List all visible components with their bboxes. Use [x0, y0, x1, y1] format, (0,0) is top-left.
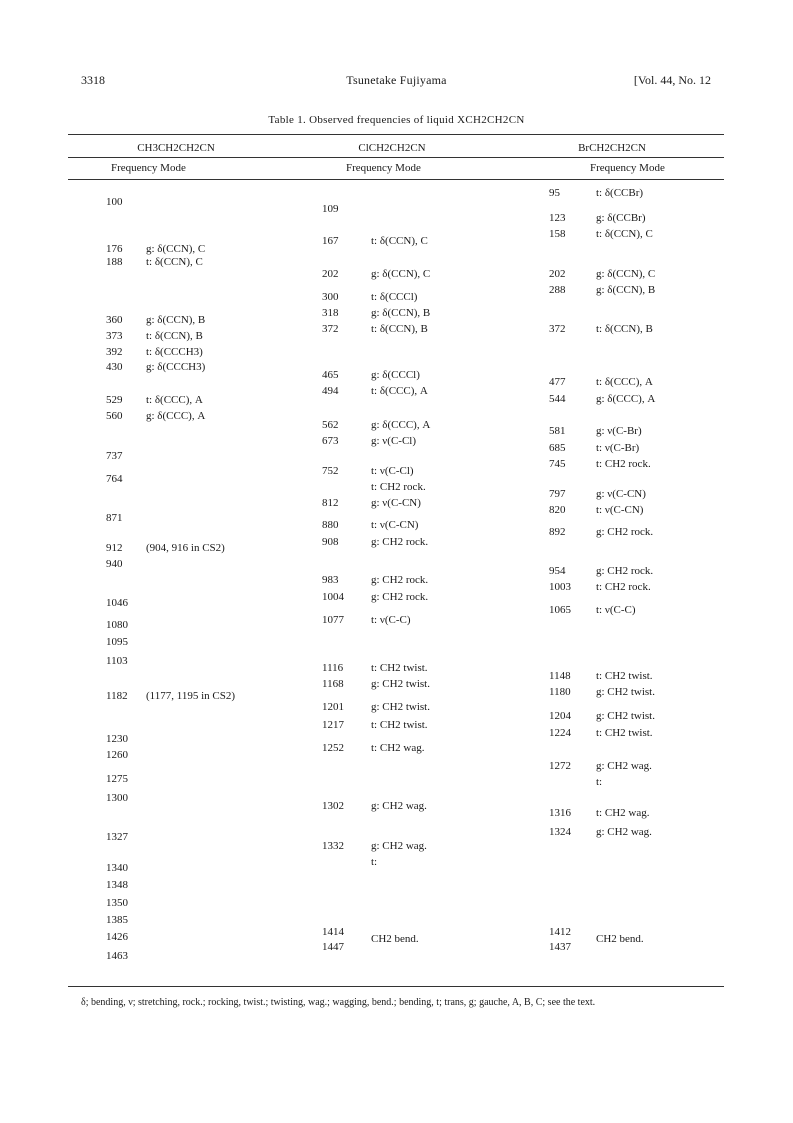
frequency-value: 373	[106, 330, 123, 342]
frequency-value: 202	[322, 268, 339, 280]
mode-assignment: t: CH2 wag.	[371, 742, 425, 754]
mode-assignment: t: δ(CCBr)	[596, 187, 644, 199]
frequency-value: 1004	[322, 591, 344, 603]
mode-assignment: g: ν(C-Br)	[596, 425, 642, 437]
mode-assignment: t: δ(CCC), A	[146, 394, 203, 406]
mode-assignment: g: δ(CCBr)	[596, 212, 646, 224]
mode-assignment: t: CH2 wag.	[596, 807, 650, 819]
frequency-value: 544	[549, 393, 566, 405]
frequency-value: 1077	[322, 614, 344, 626]
mode-assignment: g: CH2 rock.	[371, 591, 429, 603]
mode-assignment: g: CH2 rock.	[596, 565, 654, 577]
running-head-author: Tsunetake Fujiyama	[346, 73, 447, 87]
frequency-value: 494	[322, 385, 339, 397]
mode-assignment: t: CH2 rock.	[596, 458, 651, 470]
mode-assignment: t: δ(CCN), B	[371, 323, 428, 335]
table-caption: Table 1. Observed frequencies of liquid XCH2CH2CN	[268, 114, 525, 126]
frequency-value: 871	[106, 512, 123, 524]
mode-assignment: g: δ(CCN), B	[146, 314, 206, 326]
frequency-value: 477	[549, 376, 566, 388]
mode-assignment: g: δ(CCN), C	[371, 268, 431, 280]
frequency-value: 100	[106, 196, 123, 208]
mode-assignment: g: ν(C-Cl)	[371, 435, 416, 447]
frequency-value: 581	[549, 425, 566, 437]
frequency-value: 1414	[322, 926, 344, 938]
frequency-value: 1230	[106, 733, 128, 745]
mode-assignment: t: ν(C-Cl)	[371, 465, 414, 477]
mode-assignment: t: δ(CCC), A	[371, 385, 428, 397]
frequency-value: 1260	[106, 749, 128, 761]
subheading-col3: Frequency Mode	[590, 162, 665, 174]
frequency-value: 1116	[322, 662, 344, 674]
mode-assignment: g: CH2 twist.	[371, 701, 430, 713]
mode-assignment: g: CH2 wag.	[596, 826, 652, 838]
mode-assignment: g: CH2 rock.	[371, 536, 429, 548]
frequency-value: 562	[322, 419, 339, 431]
mode-assignment: g: CH2 wag.	[596, 760, 652, 772]
frequency-value: 983	[322, 574, 339, 586]
frequency-value: 1080	[106, 619, 128, 631]
mode-assignment: t: δ(CCC), A	[596, 376, 653, 388]
mode-assignment: t:	[371, 856, 378, 868]
mode-assignment: t: δ(CCN), B	[596, 323, 653, 335]
frequency-value: 1447	[322, 941, 344, 953]
table-bottom-rule	[68, 986, 724, 987]
mode-assignment: t: δ(CCCl)	[371, 291, 418, 303]
frequency-value: 392	[106, 346, 123, 358]
frequency-value: 1275	[106, 773, 128, 785]
mode-assignment: t: ν(C-C)	[371, 614, 411, 626]
table-top-rule	[68, 134, 724, 135]
frequency-value: 1046	[106, 597, 128, 609]
table-column-rule	[68, 157, 724, 158]
mode-assignment: t: δ(CCN), C	[371, 235, 428, 247]
frequency-value: 123	[549, 212, 566, 224]
mode-assignment: g: CH2 wag.	[371, 800, 427, 812]
mode-assignment: g: δ(CCC), A	[596, 393, 656, 405]
mode-assignment: t: CH2 rock.	[371, 481, 426, 493]
mode-assignment: t: δ(CCCH3)	[146, 346, 203, 358]
frequency-value: 1426	[106, 931, 128, 943]
mode-assignment: t: ν(C-CN)	[371, 519, 419, 531]
mode-assignment: t: CH2 twist.	[371, 719, 428, 731]
frequency-value: 685	[549, 442, 566, 454]
mode-assignment: t: δ(CCN), B	[146, 330, 203, 342]
frequency-value: 820	[549, 504, 566, 516]
page-number: 3318	[81, 73, 105, 87]
column-heading-bromopropionitrile: BrCH2CH2CN	[578, 142, 646, 154]
frequency-value: 1003	[549, 581, 571, 593]
frequency-value: 908	[322, 536, 339, 548]
frequency-value: 318	[322, 307, 339, 319]
frequency-value: 1324	[549, 826, 571, 838]
table-header-rule	[68, 179, 724, 180]
mode-assignment: g: δ(CCN), C	[146, 243, 206, 255]
frequency-value: 360	[106, 314, 123, 326]
frequency-value: 430	[106, 361, 123, 373]
frequency-value: 673	[322, 435, 339, 447]
frequency-value: 1204	[549, 710, 571, 722]
mode-assignment: g: CH2 twist.	[371, 678, 430, 690]
frequency-value: 752	[322, 465, 339, 477]
frequency-value: 202	[549, 268, 566, 280]
frequency-value: 188	[106, 256, 123, 268]
mode-assignment: g: δ(CCN), B	[371, 307, 431, 319]
table-footnote: δ; bending, ν; stretching, rock.; rocking, twist.; twisting, wag.; wagging, bend.; bending, t; trans, g; gauche, A, B, C; see the text.	[81, 997, 596, 1008]
frequency-value: 1217	[322, 719, 344, 731]
frequency-value: 1463	[106, 950, 128, 962]
frequency-value: 737	[106, 450, 123, 462]
frequency-value: 745	[549, 458, 566, 470]
frequency-value: 465	[322, 369, 339, 381]
frequency-value: 1201	[322, 701, 344, 713]
frequency-value: 1148	[549, 670, 571, 682]
frequency-value: 1095	[106, 636, 128, 648]
mode-assignment: g: CH2 wag.	[371, 840, 427, 852]
frequency-value: 1385	[106, 914, 128, 926]
frequency-value: 1350	[106, 897, 128, 909]
mode-assignment: g: CH2 twist.	[596, 710, 655, 722]
frequency-value: 1348	[106, 879, 128, 891]
mode-assignment: t: CH2 twist.	[596, 670, 653, 682]
mode-assignment: t: CH2 rock.	[596, 581, 651, 593]
column-heading-chloropropionitrile: ClCH2CH2CN	[358, 142, 426, 154]
mode-assignment: t: CH2 twist.	[371, 662, 428, 674]
mode-assignment: t: ν(C-Br)	[596, 442, 640, 454]
subheading-col2: Frequency Mode	[346, 162, 421, 174]
frequency-value: 176	[106, 243, 123, 255]
mode-assignment: (904, 916 in CS2)	[146, 542, 225, 554]
mode-assignment: t:	[596, 776, 603, 788]
mode-assignment: t: CH2 twist.	[596, 727, 653, 739]
frequency-value: 1412	[549, 926, 571, 938]
frequency-value: 529	[106, 394, 123, 406]
frequency-value: 1327	[106, 831, 128, 843]
frequency-value: 1103	[106, 655, 128, 667]
mode-assignment: g: δ(CCCl)	[371, 369, 420, 381]
mode-assignment: g: CH2 rock.	[371, 574, 429, 586]
mode-assignment: t: δ(CCN), C	[146, 256, 203, 268]
frequency-value: 797	[549, 488, 566, 500]
frequency-value: 372	[322, 323, 339, 335]
frequency-value: 1302	[322, 800, 344, 812]
mode-assignment: g: δ(CCC), A	[146, 410, 206, 422]
subheading-col1: Frequency Mode	[111, 162, 186, 174]
mode-assignment: g: CH2 twist.	[596, 686, 655, 698]
frequency-value: 892	[549, 526, 566, 538]
frequency-value: 1252	[322, 742, 344, 754]
frequency-value: 1224	[549, 727, 571, 739]
mode-assignment: g: δ(CCCH3)	[146, 361, 206, 373]
mode-assignment: t: ν(C-CN)	[596, 504, 644, 516]
frequency-value: 1340	[106, 862, 128, 874]
mode-assignment: g: CH2 rock.	[596, 526, 654, 538]
frequency-value: 1316	[549, 807, 571, 819]
frequency-value: 1180	[549, 686, 571, 698]
running-head-volume: [Vol. 44, No. 12	[633, 73, 711, 87]
frequency-value: 940	[106, 558, 123, 570]
mode-assignment: g: δ(CCC), A	[371, 419, 431, 431]
frequency-value: 372	[549, 323, 566, 335]
frequency-value: 95	[549, 187, 560, 199]
frequency-value: 764	[106, 473, 123, 485]
frequency-value: 1300	[106, 792, 128, 804]
frequency-value: 1065	[549, 604, 571, 616]
mode-assignment: g: ν(C-CN)	[596, 488, 646, 500]
frequency-value: 288	[549, 284, 566, 296]
frequency-value: 912	[106, 542, 123, 554]
mode-assignment: CH2 bend.	[596, 933, 644, 945]
mode-assignment: CH2 bend.	[371, 933, 419, 945]
frequency-value: 1168	[322, 678, 344, 690]
frequency-value: 167	[322, 235, 339, 247]
frequency-value: 1272	[549, 760, 571, 772]
mode-assignment: g: δ(CCN), C	[596, 268, 656, 280]
frequency-value: 812	[322, 497, 339, 509]
frequency-value: 560	[106, 410, 123, 422]
frequency-value: 109	[322, 203, 339, 215]
mode-assignment: t: ν(C-C)	[596, 604, 636, 616]
frequency-value: 1182	[106, 690, 128, 702]
frequency-value: 300	[322, 291, 339, 303]
mode-assignment: t: δ(CCN), C	[596, 228, 653, 240]
mode-assignment: (1177, 1195 in CS2)	[146, 690, 236, 702]
frequency-value: 954	[549, 565, 566, 577]
frequency-value: 158	[549, 228, 566, 240]
mode-assignment: g: ν(C-CN)	[371, 497, 421, 509]
frequency-value: 880	[322, 519, 339, 531]
mode-assignment: g: δ(CCN), B	[596, 284, 656, 296]
frequency-value: 1437	[549, 941, 571, 953]
frequency-value: 1332	[322, 840, 344, 852]
column-heading-butyronitrile: CH3CH2CH2CN	[137, 142, 215, 154]
